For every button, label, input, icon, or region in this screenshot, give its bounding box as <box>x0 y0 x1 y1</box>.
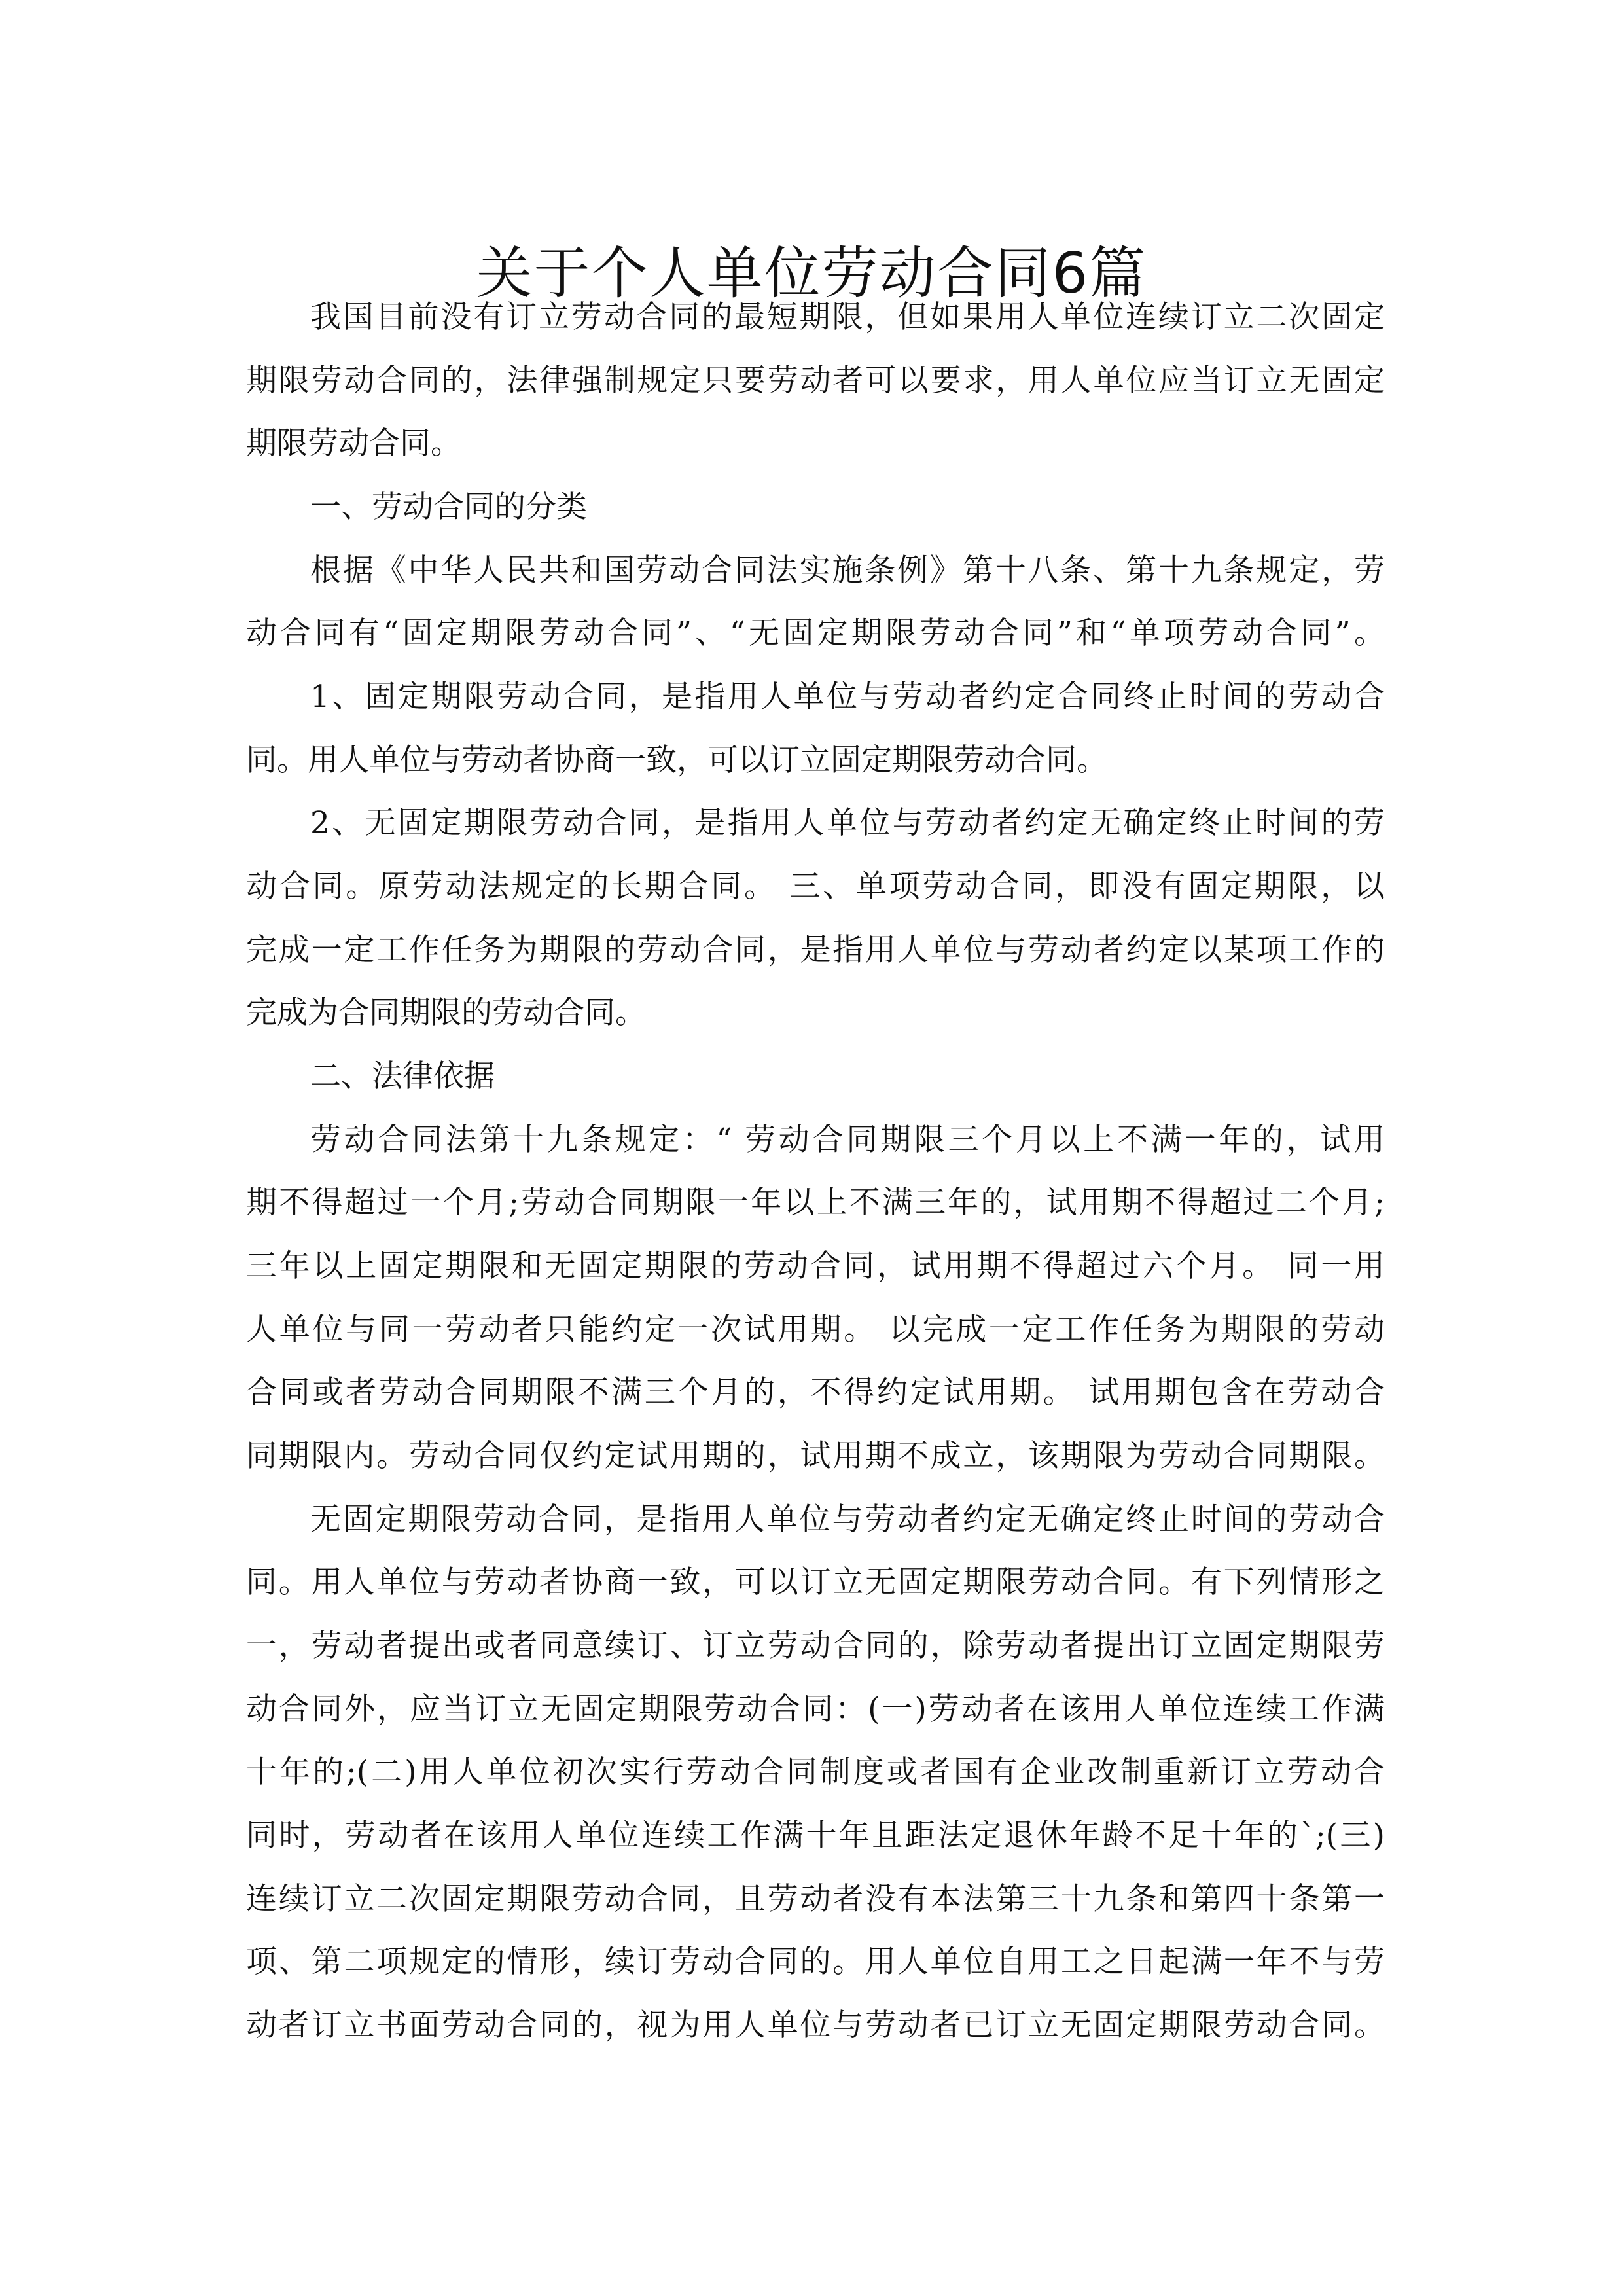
section-heading: 二、法律依据 <box>310 1058 495 1094</box>
paragraph-line: 劳动合同法第十九条规定：“ 劳动合同期限三个月以上不满一年的，试用 <box>310 1122 1385 1158</box>
paragraph-line: 动合同外，应当订立无固定期限劳动合同：(一)劳动者在该用人单位连续工作满 <box>246 1691 1385 1727</box>
paragraph-line: 人单位与同一劳动者只能约定一次试用期。 以完成一定工作任务为期限的劳动 <box>246 1312 1385 1348</box>
paragraph-line: 合同或者劳动合同期限不满三个月的，不得约定试用期。 试用期包含在劳动合 <box>246 1374 1385 1410</box>
paragraph-line: 我国目前没有订立劳动合同的最短期限，但如果用人单位连续订立二次固定 <box>310 299 1385 335</box>
paragraph-line: 2、无固定期限劳动合同，是指用人单位与劳动者约定无确定终止时间的劳 <box>310 805 1385 841</box>
paragraph-line: 动合同有“固定期限劳动合同”、“无固定期限劳动合同”和“单项劳动合同”。 <box>246 615 1385 651</box>
paragraph-line: 动合同。原劳动法规定的长期合同。 三、单项劳动合同，即没有固定期限，以 <box>246 869 1385 905</box>
paragraph-line: 十年的;(二)用人单位初次实行劳动合同制度或者国有企业改制重新订立劳动合 <box>246 1754 1385 1790</box>
paragraph-line: 同期限内。劳动合同仅约定试用期的，试用期不成立，该期限为劳动合同期限。 <box>246 1438 1385 1474</box>
paragraph-line: 期限劳动合同的，法律强制规定只要劳动者可以要求，用人单位应当订立无固定 <box>246 363 1385 399</box>
paragraph-line: 无固定期限劳动合同，是指用人单位与劳动者约定无确定终止时间的劳动合 <box>310 1501 1385 1537</box>
paragraph-line: 同时，劳动者在该用人单位连续工作满十年且距法定退休年龄不足十年的`;(三) <box>246 1818 1385 1854</box>
paragraph-line: 完成为合同期限的劳动合同。 <box>246 995 646 1031</box>
paragraph-line: 1、固定期限劳动合同，是指用人单位与劳动者约定合同终止时间的劳动合 <box>310 679 1385 715</box>
paragraph-line: 动者订立书面劳动合同的，视为用人单位与劳动者已订立无固定期限劳动合同。 <box>246 2007 1385 2043</box>
paragraph-line: 连续订立二次固定期限劳动合同，且劳动者没有本法第三十九条和第四十条第一 <box>246 1881 1385 1917</box>
paragraph-line: 期限劳动合同。 <box>246 425 461 461</box>
paragraph-line: 同。用人单位与劳动者协商一致，可以订立无固定期限劳动合同。有下列情形之 <box>246 1564 1385 1600</box>
paragraph-line: 期不得超过一个月;劳动合同期限一年以上不满三年的，试用期不得超过二个月; <box>246 1185 1385 1221</box>
paragraph-line: 一，劳动者提出或者同意续订、订立劳动合同的，除劳动者提出订立固定期限劳 <box>246 1628 1385 1664</box>
paragraph-line: 项、第二项规定的情形，续订劳动合同的。用人单位自用工之日起满一年不与劳 <box>246 1944 1385 1980</box>
section-heading: 一、劳动合同的分类 <box>310 489 587 525</box>
paragraph-line: 完成一定工作任务为期限的劳动合同，是指用人单位与劳动者约定以某项工作的 <box>246 932 1385 968</box>
paragraph-line: 三年以上固定期限和无固定期限的劳动合同，试用期不得超过六个月。 同一用 <box>246 1248 1385 1284</box>
document-title: 关于个人单位劳动合同6篇 <box>476 240 1147 306</box>
paragraph-line: 根据《中华人民共和国劳动合同法实施条例》第十八条、第十九条规定，劳 <box>310 552 1385 588</box>
paragraph-line: 同。用人单位与劳动者协商一致，可以订立固定期限劳动合同。 <box>246 742 1107 778</box>
